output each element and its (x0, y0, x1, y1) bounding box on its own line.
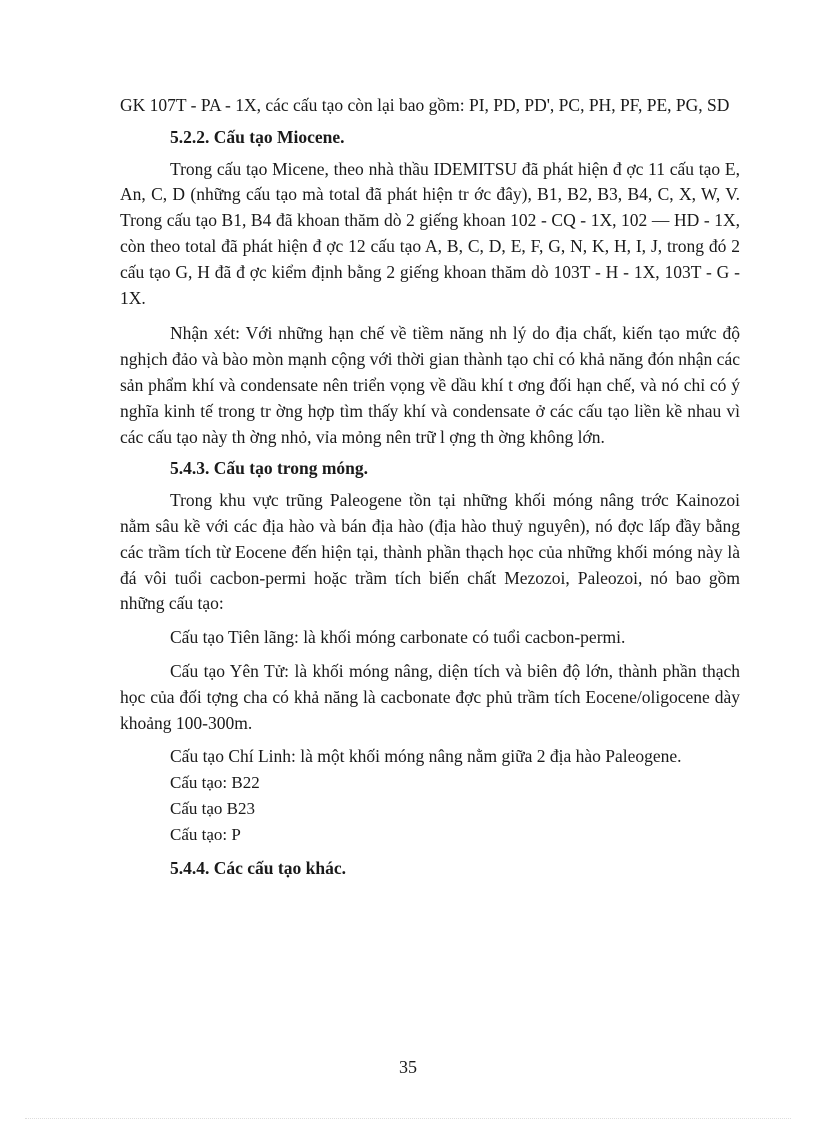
paragraph-b22: Cấu tạo: B22 (170, 773, 260, 793)
bottom-divider (25, 1118, 791, 1119)
heading-basement: 5.4.3. Cấu tạo trong móng. (170, 458, 369, 479)
paragraph-miocene: Trong cấu tạo Micene, theo nhà thầu IDEMITSU đã phát hiện đ ợc 11 cấu tạo E, An, C, D (những cấu tạo mà total đã phát hiện tr ớc đây), B1, B2, B3, B4, C, X, W, V. Trong cấu tạo B1, B4 đã khoan thăm dò 2 giếng khoan 102 - CQ - 1X, 102 — HD - 1X, còn theo total đã phát hiện đ ợc 12 cấu tạo A, B, C, D, E, F, G, N, K, H, I, J, trong đó 2 cấu tạo G, H đã đ ợc kiểm định bằng 2 giếng khoan thăm dò 103T - H - 1X, 103T - G - 1X. (120, 158, 740, 308)
paragraph-p: Cấu tạo: P (170, 824, 241, 844)
paragraph-remarks: Nhận xét: Với những hạn chế về tiềm năng nh lý do địa chất, kiến tạo mức độ nghịch đảo và bào mòn mạnh cộng với thời gian thành tạo chỉ có khả năng đón nhận các sản phẩm khí và condensate nên triển vọng về dầu khí t ơng đối hạn chế, và nó chỉ có ý nghĩa kinh tế trong tr ờng hợp tìm thấy khí và condensate ở các cấu tạo liền kề nhau vì các cấu tạo này th ờng nhỏ, vỉa mỏng nên trữ l ợng th ờng không lớn. (120, 323, 740, 447)
page-number: 35 (399, 1057, 417, 1077)
paragraph-yen-tu: Cấu tạo Yên Tử: là khối móng nâng, diện tích và biên độ lớn, thành phần thạch học của đối tợng cha có khả năng là cacbonate đợc phủ trầm tích Eocene/oligocene dày khoảng 100-300m. (120, 660, 740, 733)
heading-other-structures: 5.4.4. Các cấu tạo khác. (170, 857, 346, 878)
heading-miocene: 5.2.2. Cấu tạo Miocene. (170, 126, 345, 147)
paragraph-tien-lang: Cấu tạo Tiên lãng: là khối móng carbonate có tuổi cacbon-permi. (170, 627, 626, 648)
paragraph-chi-linh: Cấu tạo Chí Linh: là một khối móng nâng nằm giữa 2 địa hào Paleogene. (170, 746, 682, 767)
paragraph-intro: GK 107T - PA - 1X, các cấu tạo còn lại bao gồm: PI, PD, PD', PC, PH, PF, PE, PG, SD (120, 95, 730, 115)
paragraph-basement: Trong khu vực trũng Paleogene tồn tại những khối móng nâng trớc Kainozoi nằm sâu kề với các địa hào và bán địa hào (địa hào thuỷ nguyên), nó đợc lấp đầy bằng các trầm tích từ Eocene đến hiện tại, thành phần thạch học của những khối móng này là đá vôi tuổi cacbon-permi hoặc trầm tích biến chất Mezozoi, Paleozoi, nó bao gồm những cấu tạo: (120, 490, 740, 614)
paragraph-b23: Cấu tạo B23 (170, 798, 255, 818)
document-page (120, 93, 740, 881)
